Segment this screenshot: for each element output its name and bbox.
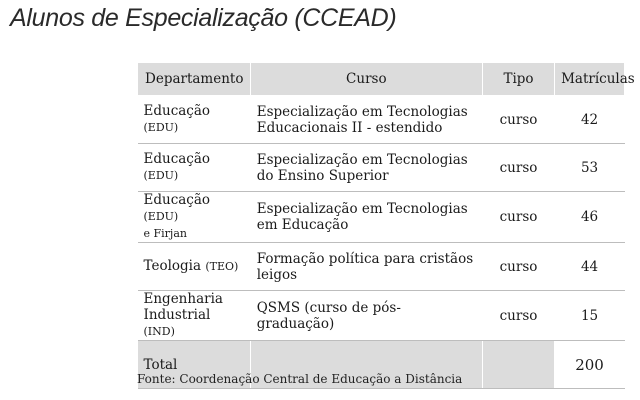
cell-matriculas: 42 <box>555 96 625 144</box>
dept-name-line-2: Industrial <box>143 307 211 323</box>
dept-abbr: (IND) <box>143 325 175 338</box>
cell-matriculas: 15 <box>555 291 625 341</box>
curso-line-2: em Educação <box>256 217 349 233</box>
cell-curso: QSMS (curso de pós-graduação) <box>250 291 482 341</box>
curso-line-1: Especialização em Tecnologias <box>256 151 468 168</box>
cell-tipo: curso <box>482 291 554 341</box>
dept-abbr: (TEO) <box>205 260 239 273</box>
header-tipo: Tipo <box>482 63 554 96</box>
header-departamento: Departamento <box>138 63 251 96</box>
curso-line-1: Especialização em Tecnologias <box>256 201 468 217</box>
curso-line-1: Especialização em Tecnologias <box>256 103 468 120</box>
table-row <box>138 291 625 341</box>
curso-line-2: leigos <box>256 266 298 283</box>
cell-curso <box>250 243 482 291</box>
table-row <box>138 96 625 144</box>
cell-tipo: curso <box>482 192 554 243</box>
table-header-row <box>138 63 625 96</box>
dept-name: Educação <box>143 192 211 208</box>
cell-curso <box>250 96 482 144</box>
dept-name: Educação <box>143 151 211 167</box>
header-matriculas: Matrículas <box>555 63 625 96</box>
total-value: 200 <box>555 341 625 389</box>
cell-departamento <box>138 96 251 144</box>
table-row <box>138 243 625 291</box>
dept-name-line-1: Engenharia <box>143 291 223 307</box>
dept-name: Teologia <box>143 258 202 274</box>
source-note: Fonte: Coordenação Central de Educação a Distância <box>137 372 463 386</box>
enrollment-table <box>137 62 635 389</box>
table-row <box>138 192 625 243</box>
dept-abbr: (EDU) <box>143 169 179 182</box>
page-title: Alunos de Especialização (CCEAD) <box>10 4 397 32</box>
cell-departamento <box>138 144 251 192</box>
total-label: Total <box>138 341 251 389</box>
dept-partner: e Firjan <box>143 227 187 240</box>
header-curso: Curso <box>250 63 482 96</box>
cell-matriculas: 44 <box>555 243 625 291</box>
cell-curso <box>250 192 482 243</box>
cell-departamento <box>138 243 251 291</box>
curso-line-1: Formação política para cristãos <box>256 250 474 267</box>
cell-tipo: curso <box>482 243 554 291</box>
dept-abbr: (EDU) <box>143 210 179 223</box>
cell-matriculas: 53 <box>555 144 625 192</box>
dept-abbr: (EDU) <box>143 121 179 134</box>
curso-line-2: do Ensino Superior <box>256 167 389 184</box>
cell-tipo: curso <box>482 144 554 192</box>
cell-curso <box>250 144 482 192</box>
curso-line-2: Educacionais II - estendido <box>256 119 443 136</box>
cell-tipo: curso <box>482 96 554 144</box>
cell-departamento <box>138 291 251 341</box>
table-row <box>138 144 625 192</box>
cell-matriculas: 46 <box>555 192 625 243</box>
cell-departamento <box>138 192 251 243</box>
dept-name: Educação <box>143 103 211 119</box>
total-empty-tipo <box>482 341 554 389</box>
